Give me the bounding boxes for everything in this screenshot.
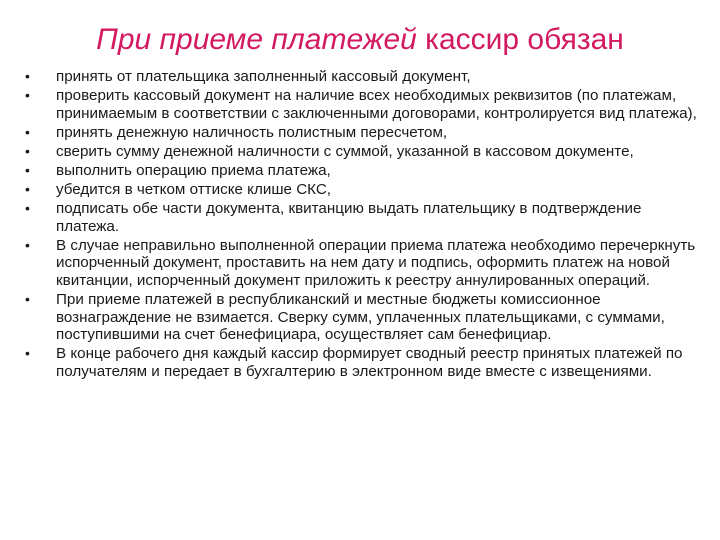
list-item-text: сверить сумму денежной наличности с суммой, указанной в кассовом документе, xyxy=(56,142,634,160)
bullet-icon: • xyxy=(25,291,30,308)
slide-title-emphasis: При приеме платежей xyxy=(96,23,417,56)
bullet-icon: • xyxy=(25,161,30,178)
list-item-text: проверить кассовый документ на наличие всех необходимых реквизитов (по платежам, принимаемым в соответствии с заключенными договорами, контролируется вид платежа), xyxy=(56,87,697,122)
bullet-icon: • xyxy=(25,200,30,217)
list-item xyxy=(24,181,700,199)
list-item xyxy=(24,87,700,122)
list-item-text: В случае неправильно выполненной операции приема платежа необходимо перечеркнуть испорченный документ, проставить на нем дату и подпись, оформить платеж на новой квитанции, испорченный документ приложить к реестру аннулированных операций. xyxy=(56,236,696,290)
list-item xyxy=(24,143,700,161)
list-item xyxy=(24,162,700,180)
list-item-text: принять денежную наличность полистным пересчетом, xyxy=(56,123,448,141)
list-item-text: выполнить операцию приема платежа, xyxy=(56,161,331,179)
list-item-text: При приеме платежей в республиканский и местные бюджеты комиссионное вознаграждение не взимается. Сверку сумм, уплаченных плательщиками, с суммами, поступившими на счет бенефициара, осуществляет сам бенефициар. xyxy=(56,291,665,344)
slide-title-rest: кассир обязан xyxy=(416,23,624,56)
duties-list xyxy=(24,68,700,381)
slide-title xyxy=(0,22,720,58)
bullet-icon: • xyxy=(25,87,30,104)
list-item xyxy=(24,345,700,380)
list-item-text: В конце рабочего дня каждый кассир формирует сводный реестр принятых платежей по получателям и передает в бухгалтерию в электронном виде вместе с извещениями. xyxy=(56,345,683,380)
bullet-icon: • xyxy=(25,142,30,159)
bullet-icon: • xyxy=(25,236,30,253)
list-item xyxy=(24,124,700,142)
list-item-text: убедится в четком оттиске клише СКС, xyxy=(56,181,332,199)
list-item xyxy=(24,291,700,344)
bullet-icon: • xyxy=(25,68,30,84)
bullet-icon: • xyxy=(25,345,30,362)
bullet-icon: • xyxy=(25,181,30,198)
list-item xyxy=(24,200,700,235)
list-item-text: принять от плательщика заполненный кассовый документ, xyxy=(56,68,471,85)
list-item xyxy=(24,68,700,86)
list-item xyxy=(24,237,700,290)
bullet-icon: • xyxy=(25,123,30,140)
list-item-text: подписать обе части документа, квитанцию выдать плательщику в подтверждение платежа. xyxy=(56,200,642,235)
